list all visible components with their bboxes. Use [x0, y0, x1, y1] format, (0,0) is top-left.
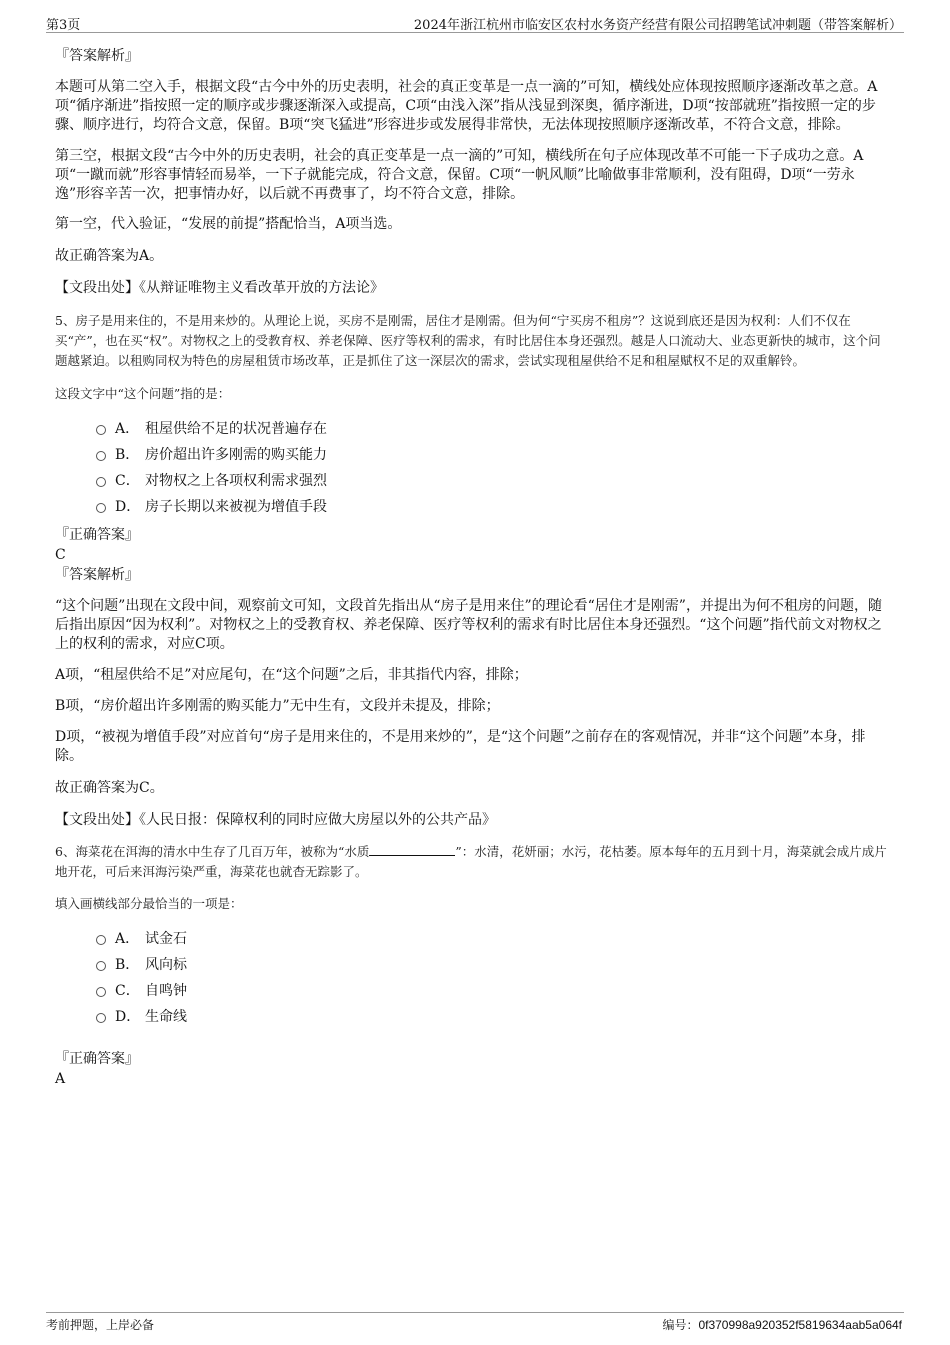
radio-button-icon[interactable] — [96, 477, 106, 487]
radio-button-icon[interactable] — [96, 451, 106, 461]
q5-analysis-title: 『答案解析』 — [55, 567, 139, 583]
q5-stem: 5、房子是用来住的，不是用来炒的。从理论上说，买房不是刚需，居住才是刚需。但为何“宁买房不租房”？这说到底还是因为权利：人们不仅在买“产”，也在买“权”。对物权之上的受教育权、养老保障、医疗等权利的需求，有时比居住本身还强烈。越是人口流动大、业态更新快的城市，这个问题越紧迫。以租购同权为特色的房屋租赁市场改革，正是抓住了这一深层次的需求，尝试实现租屋供给不足和租屋赋权不足的双重解铃。 — [55, 313, 881, 368]
footer-divider — [46, 1312, 904, 1313]
footer-note: 考前押题，上岸必备 — [46, 1318, 155, 1332]
q5-source: 【文段出处】《人民日报：保障权利的同时应做大房屋以外的公共产品》 — [55, 812, 496, 828]
q4-conclusion: 故正确答案为A。 — [55, 248, 164, 264]
q4-analysis-para3: 第一空，代入验证，“发展的前提”搭配恰当，A项当选。 — [55, 216, 402, 232]
page-content — [55, 47, 888, 1089]
q6-option-b[interactable]: B． 风向标 — [55, 956, 888, 982]
q6-answer-title: 『正确答案』 — [55, 1051, 139, 1067]
q6-option-d[interactable]: D． 生命线 — [55, 1008, 888, 1034]
q5-explain-d: D项，“被视为增值手段”对应首句“房子是用来住的，不是用来炒的”，是“这个问题”之前存在的客观情况，并非“这个问题”本身，排除。 — [55, 729, 866, 764]
q5-conclusion: 故正确答案为C。 — [55, 780, 164, 796]
q4-analysis-para1: 本题可从第二空入手，根据文段“古今中外的历史表明，社会的真正变革是一点一滴的”可知，横线处应体现按照顺序逐渐改革之意。A项“循序渐进”指按照一定的顺序或步骤逐渐深入或提高，C项“由浅入深”指从浅显到深奥，循序渐进，D项“按部就班”指按照一定的步骤、顺序进行，均符合文意，保留。B项“突飞猛进”形容进步或发展得非常快，无法体现按照顺序逐渐改革，不符合文意，排除。 — [55, 79, 878, 133]
q4-analysis-title: 『答案解析』 — [55, 48, 139, 64]
radio-button-icon[interactable] — [96, 1013, 106, 1023]
header-divider — [46, 32, 904, 33]
q4-analysis-para2: 第三空，根据文段“古今中外的历史表明，社会的真正变革是一点一滴的”可知，横线所在句子应体现改革不可能一下子成功之意。A项“一蹴而就”形容事情轻而易举，一下子就能完成，符合文意，保留。C项“一帆风顺”比喻做事非常顺利，没有阻碍，D项“一劳永逸”形容辛苦一次，把事情办好，以后就不再费事了，均不符合文意，排除。 — [55, 148, 864, 202]
q5-options — [55, 420, 888, 524]
document-code: 编号：0f370998a920352f5819634aab5a064f — [662, 1318, 902, 1332]
q5-explain-a: A项，“租屋供给不足”对应尾句，在“这个问题”之后，非其指代内容，排除； — [55, 667, 528, 683]
q5-answer: C — [55, 547, 66, 563]
document-title: 2024年浙江杭州市临安区农村水务资产经营有限公司招聘笔试冲刺题（带答案解析） — [413, 18, 902, 33]
q6-stem: 6、海菜花在洱海的清水中生存了几百万年，被称为“水质 ”：水清，花妍丽；水污，花枯萎。原本每年的五月到十月，海菜就会成片成片地开花，可后来洱海污染严重，海菜花也就杳无踪影了。 — [55, 844, 887, 879]
q5-option-d[interactable]: D． 房子长期以来被视为增值手段 — [55, 498, 888, 524]
radio-button-icon[interactable] — [96, 987, 106, 997]
q6-answer: A — [55, 1071, 66, 1087]
q5-option-b[interactable]: B． 房价超出许多刚需的购买能力 — [55, 446, 888, 472]
page-number: 第3页 — [46, 18, 81, 33]
q5-analysis: “这个问题”出现在文段中间，观察前文可知，文段首先指出从“房子是用来住”的理论看“居住才是刚需”，并提出为何不租房的问题，随后指出原因“因为权利”。对物权之上的受教育权、养老保障、医疗等权利的需求有时比居住本身还强烈。“这个问题”指代前文对物权之上的权利的需求，对应C项。 — [55, 598, 882, 652]
q6-option-a[interactable]: A． 试金石 — [55, 930, 888, 956]
q6-question: 填入画横线部分最恰当的一项是： — [55, 896, 243, 911]
q6-options — [55, 930, 888, 1034]
q5-explain-b: B项，“房价超出许多刚需的购买能力”无中生有，文段并未提及，排除； — [55, 698, 500, 714]
radio-button-icon[interactable] — [96, 425, 106, 435]
radio-button-icon[interactable] — [96, 961, 106, 971]
q5-question: 这段文字中“这个问题”指的是： — [55, 386, 231, 401]
fill-blank — [369, 843, 455, 856]
radio-button-icon[interactable] — [96, 935, 106, 945]
q4-source: 【文段出处】《从辩证唯物主义看改革开放的方法论》 — [55, 280, 384, 296]
radio-button-icon[interactable] — [96, 503, 106, 513]
q5-option-a[interactable]: A． 租屋供给不足的状况普遍存在 — [55, 420, 888, 446]
q6-option-c[interactable]: C． 自鸣钟 — [55, 982, 888, 1008]
q5-answer-title: 『正确答案』 — [55, 527, 139, 543]
q5-option-c[interactable]: C． 对物权之上各项权利需求强烈 — [55, 472, 888, 498]
